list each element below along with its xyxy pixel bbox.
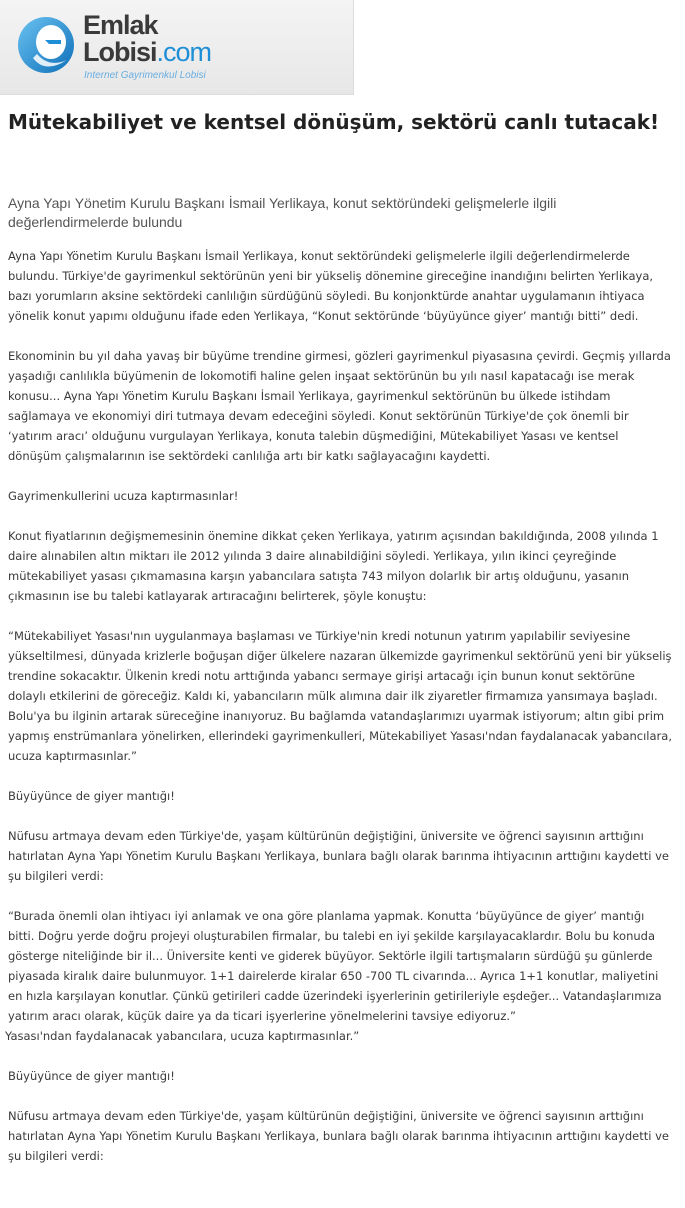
emlaklobisi-logo-icon <box>15 14 77 76</box>
article-paragraph: Ayna Yapı Yönetim Kurulu Başkanı İsmail Yerlikaya, konut sektöründeki gelişmelerle ilgili değerlendirmelerde bulundu. Türkiye'de gayrimenkul sektörünün yeni bir yükseliş dönemine gireceğine inandığını belirten Yerlikaya, bazı yorumların aksine sektördeki canlılığın sürdüğünü söyledi. Bu konjonktürde anahtar uygulamanın ihtiyaca yönelik konut yapımı olduğunu ifade eden Yerlikaya, “Konut sektöründe ‘büyüyünce giyer’ mantığı bitti” dedi. <box>8 249 654 323</box>
article-quote-tail: Yasası'ndan faydalanacak yabancılara, ucuza kaptırmasınlar.” <box>5 1029 360 1043</box>
article-paragraph: Ekonominin bu yıl daha yavaş bir büyüme trendine girmesi, gözleri gayrimenkul piyasasına çevirdi. Geçmiş yıllarda yaşadığı canlılıkla büyümenin de lokomotifi haline gelen inşaat sektörünün bu yılı nasıl kapatacağı ise merak konusu... Ayna Yapı Yönetim Kurulu Başkanı İsmail Yerlikaya, gayrimenkul sektörünün bu ülkede istihdam sağlamaya ve ekonomiyi diri tutmaya devam edeceğini söyledi. Konut sektörünün Türkiye'de çok önemli bir ‘yatırım aracı’ olduğunu vurgulayan Yerlikaya, konuta talebin düşmediğini, Mütekabiliyet Yasası ve kentsel dönüşüm çalışmalarının ise sektördeki canlılığa artı bir katkı sağlayacağını kaydetti. <box>8 349 671 463</box>
article-subheading: Büyüyünce de giyer mantığı! <box>8 1069 175 1083</box>
article-spot: Ayna Yapı Yönetim Kurulu Başkanı İsmail Yerlikaya, konut sektöründeki gelişmelerle ilgili değerlendirmelerde bulundu <box>8 195 557 230</box>
article-paragraph: Nüfusu artmaya devam eden Türkiye'de, yaşam kültürünün değiştiğini, üniversite ve öğrenci sayısının arttığını hatırlatan Ayna Yapı Yönetim Kurulu Başkanı Yerlikaya, bunlara bağlı olarak barınma ihtiyacının arttığını kaydetti ve şu bilgileri verdi: <box>8 829 669 883</box>
article-body <box>5 246 673 1186</box>
logo-tagline: Internet Gayrimenkul Lobisi <box>84 70 206 81</box>
article-paragraph: Konut fiyatlarının değişmemesinin önemine dikkat çeken Yerlikaya, yatırım açısından bakıldığında, 2008 yılında 1 daire alınabilen altın miktarı ile 2012 yılında 3 daire alınabildiğini söyledi. Yerlikaya, yılın ikinci çeyreğinde mütekabiliyet yasası çıkmamasına karşın yabancılara satışta 743 milyon dolarlık bir artış olduğunu, yasanın çıkmasının ise bu talebi katlayarak artıracağını belirterek, şöyle konuştu: <box>8 529 659 603</box>
article-subheading: Büyüyünce de giyer mantığı! <box>8 789 175 803</box>
site-header-logo[interactable] <box>0 0 354 95</box>
article-title: Mütekabiliyet ve kentsel dönüşüm, sektörü canlı tutacak! <box>8 110 660 134</box>
logo-text-domain: .com <box>156 37 212 67</box>
article-subheading: Gayrimenkullerini ucuza kaptırmasınlar! <box>8 489 239 503</box>
logo-text-lobisi <box>83 39 211 66</box>
logo-text-lobisi-bold: Lobisi <box>83 37 157 67</box>
article-quote: “Mütekabiliyet Yasası'nın uygulanmaya başlaması ve Türkiye'nin kredi notunun yatırım yapılabilir seviyesine yükseltilmesi, dünyada krizlerle boğuşan diğer ülkelere nazaran ülkemizde gayrimenkul sektörünü yeni bir yükseliş trendine sokacaktır. Ülkenin kredi notu arttığında yabancı sermaye girişi artacağı için bunun konut sektörüne dolaylı etkilerini de göreceğiz. Kaldı ki, yabancıların mülk alımına dair ilk ziyaretler firmamıza yansımaya başladı. Bolu'ya bu ilginin artarak süreceğine inanıyoruz. Bu bağlamda vatandaşlarımızı uyarmak istiyorum; altın gibi prim yapmış enstrümanlara yönelirken, ellerindeki gayrimenkulleri, Mütekabiliyet Yasası'ndan faydalanacak yabancılara, ucuza kaptırmasınlar.” <box>8 629 672 763</box>
article-quote: “Burada önemli olan ihtiyacı iyi anlamak ve ona göre planlama yapmak. Konutta ‘büyüyünce de giyer’ mantığı bitti. Doğru yerde doğru projeyi oluşturabilen firmalar, bu talebi en iyi şekilde karşılayacaklardır. Bolu bu konuda gösterge niteliğinde bir il... Üniversite kenti ve giderek büyüyor. Sektörle ilgili tartışmaların sürdüğü şu günlerde piyasada kiralık daire bulunmuyor. 1+1 dairelerde kiralar 650 -700 TL civarında... Ayrıca 1+1 konutlar, maliyetini en hızla karşılayan konutlar. Çünkü getirileri cadde üzerindeki işyerlerinin getirileriyle eşdeğer... Vatandaşlarımıza yatırım aracı olarak, küçük daire ya da ticari işyerlerine yönelmelerini tavsiye ediyoruz.” <box>8 909 662 1023</box>
logo-text-emlak: Emlak <box>83 10 158 40</box>
article-paragraph: Nüfusu artmaya devam eden Türkiye'de, yaşam kültürünün değiştiğini, üniversite ve öğrenci sayısının arttığını hatırlatan Ayna Yapı Yönetim Kurulu Başkanı Yerlikaya, bunlara bağlı olarak barınma ihtiyacının arttığını kaydetti ve şu bilgileri verdi: <box>8 1109 669 1163</box>
